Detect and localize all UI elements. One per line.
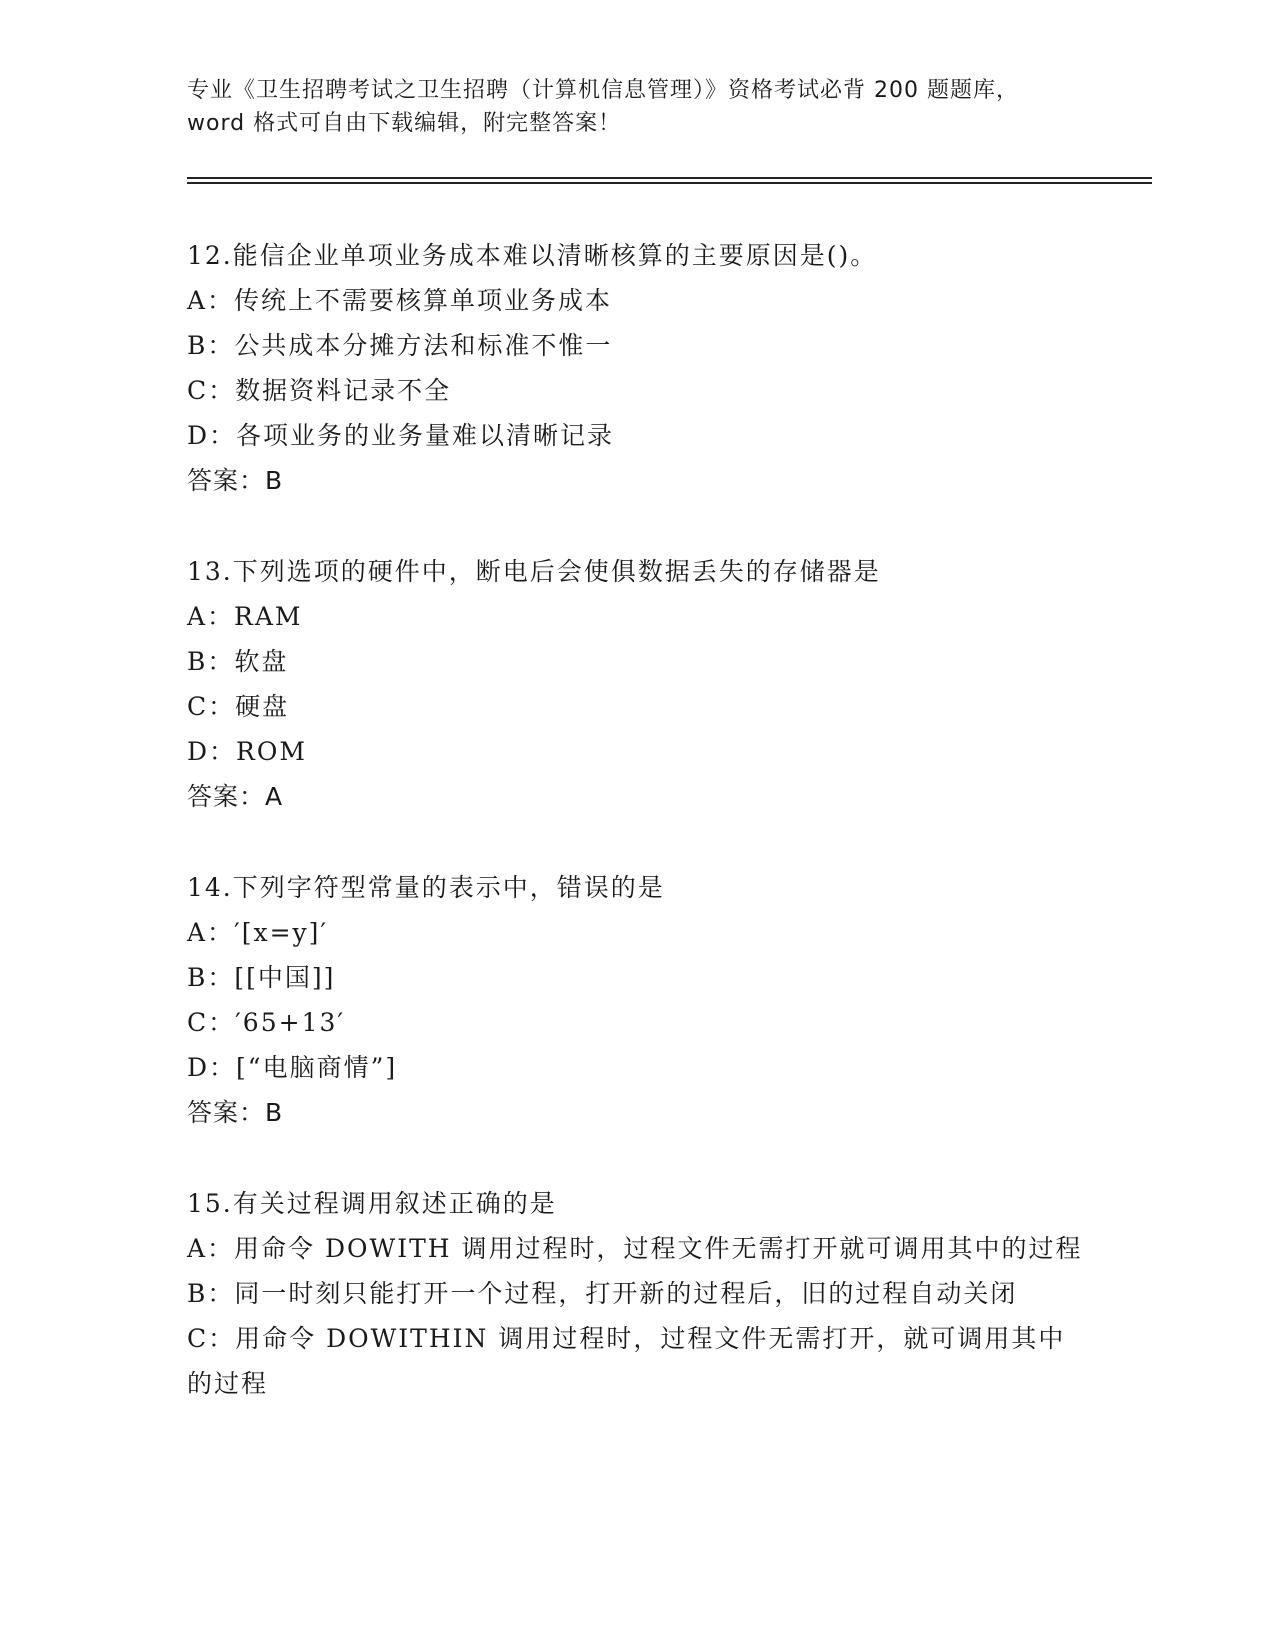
header-divider-bottom: [187, 182, 1152, 184]
question-list: [187, 233, 1087, 1452]
option-b: B：软盘: [187, 647, 289, 676]
option-b: B：公共成本分摊方法和标准不惟一: [187, 331, 613, 360]
option-c: C：数据资料记录不全: [187, 376, 452, 405]
option-c: C：′65+13′: [187, 1008, 346, 1037]
option-a: A：RAM: [187, 602, 303, 631]
answer: 答案：B: [187, 1098, 284, 1127]
header-line-1: 专业《卫生招聘考试之卫生招聘（计算机信息管理）》资格考试必背 200 题题库，: [187, 78, 1019, 103]
option-a: A：′[x=y]′: [187, 918, 329, 947]
question-title: 14.下列字符型常量的表示中，错误的是: [187, 873, 665, 902]
header-line-2: word 格式可自由下载编辑，附完整答案！: [187, 111, 622, 136]
question-title: 13.下列选项的硬件中，断电后会使俱数据丢失的存储器是: [187, 557, 881, 586]
answer: 答案：A: [187, 782, 284, 811]
option-b: B：[[中国]]: [187, 963, 336, 992]
header-divider-top: [187, 177, 1152, 179]
document-header: [187, 74, 1087, 140]
question-12: [187, 233, 1087, 503]
option-d: D：[“电脑商情”]: [187, 1053, 398, 1082]
option-d: D：ROM: [187, 737, 307, 766]
question-15: [187, 1181, 1087, 1406]
option-c: C：用命令 DOWITHIN 调用过程时，过程文件无需打开，就可调用其中的过程: [187, 1324, 1066, 1398]
question-title: 12.能信企业单项业务成本难以清晰核算的主要原因是()。: [187, 241, 878, 270]
question-14: [187, 865, 1087, 1135]
option-d: D：各项业务的业务量难以清晰记录: [187, 421, 615, 450]
option-a: A：传统上不需要核算单项业务成本: [187, 286, 613, 315]
question-title: 15.有关过程调用叙述正确的是: [187, 1189, 557, 1218]
option-b: B：同一时刻只能打开一个过程，打开新的过程后，旧的过程自动关闭: [187, 1279, 1018, 1308]
option-a: A：用命令 DOWITH 调用过程时，过程文件无需打开就可调用其中的过程: [187, 1234, 1083, 1263]
option-c: C：硬盘: [187, 692, 290, 721]
question-13: [187, 549, 1087, 819]
answer: 答案：B: [187, 466, 284, 495]
